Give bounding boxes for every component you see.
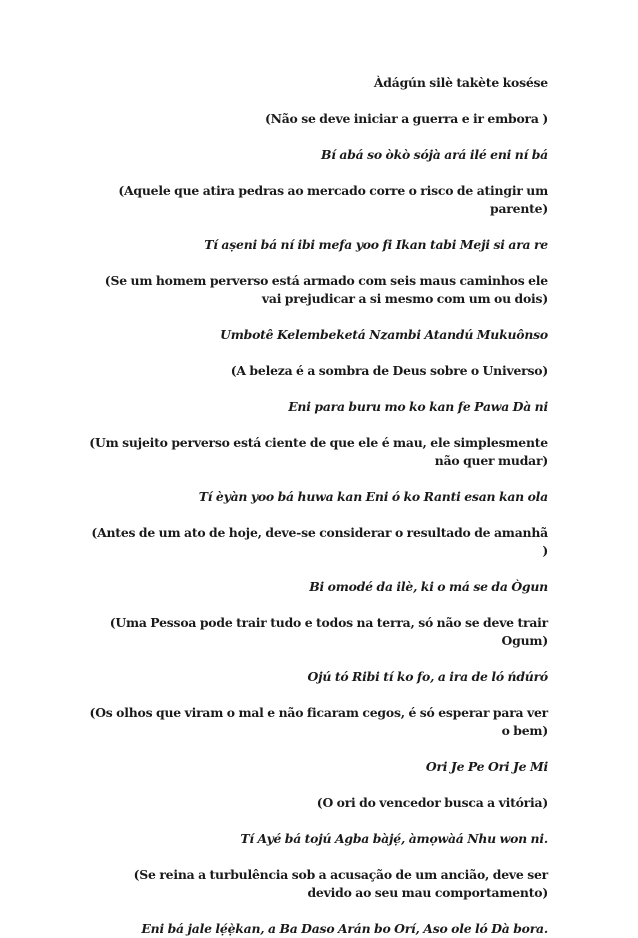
- proverb-translation: (Um sujeito perverso está ciente de que ele é mau, ele simplesmente não quer mudar): [89, 435, 548, 468]
- proverb-original: Eni para buru mo ko kan fe Pawa Dà ni: [288, 399, 548, 414]
- proverb-original: Bi omodé da ilè, ki o má se da Ògun: [309, 579, 548, 594]
- proverb-original: Tí Ayé bá tojú Agba bàjẹ́, àmọwàá Nhu won ni.: [240, 831, 548, 846]
- document-page: [88, 60, 548, 938]
- proverb-translation: (Não se deve iniciar a guerra e ir embora ): [264, 111, 548, 126]
- proverb-original: Ori Je Pe Ori Je Mi: [425, 759, 548, 774]
- proverb-translation: (Uma Pessoa pode trair tudo e todos na terra, só não se deve trair Ogum): [109, 615, 548, 648]
- proverb-translation: (Se um homem perverso está armado com seis maus caminhos ele vai prejudicar a si mesmo com um ou dois): [104, 273, 548, 306]
- proverb-title: Àdágún silè takète kosése: [373, 75, 548, 90]
- proverb-original: Tí èyàn yoo bá huwa kan Eni ó ko Ranti esan kan ola: [198, 489, 548, 504]
- proverb-translation: (O ori do vencedor busca a vitória): [316, 795, 548, 810]
- proverb-original: Umbotê Kelembeketá Nzambi Atandú Mukuônso: [220, 327, 548, 342]
- proverb-original: Eni bá jale lẹ́ẹ̀kan, a Ba Daso Arán bo Orí, Aso ole ló Dà bora.: [141, 921, 548, 936]
- proverb-original: Ojú tó Ribi tí ko fo, a ira de ló ńdúró: [307, 669, 548, 684]
- proverb-translation: (Os olhos que viram o mal e não ficaram cegos, é só esperar para ver o bem): [89, 705, 548, 738]
- proverb-translation: (A beleza é a sombra de Deus sobre o Universo): [230, 363, 548, 378]
- proverb-translation: (Se reina a turbulência sob a acusação de um ancião, deve ser devido ao seu mau comportamento): [133, 867, 548, 900]
- proverb-original: Tí aṣeni bá ní ibi mefa yoo fi Ikan tabi Meji si ara re: [204, 237, 548, 252]
- proverb-translation: (Aquele que atira pedras ao mercado corre o risco de atingir um parente): [118, 183, 548, 216]
- proverb-translation: (Antes de um ato de hoje, deve-se considerar o resultado de amanhã ): [91, 525, 548, 558]
- proverb-original: Bí abá so òkò sójà ará ilé eni ní bá: [320, 147, 548, 162]
